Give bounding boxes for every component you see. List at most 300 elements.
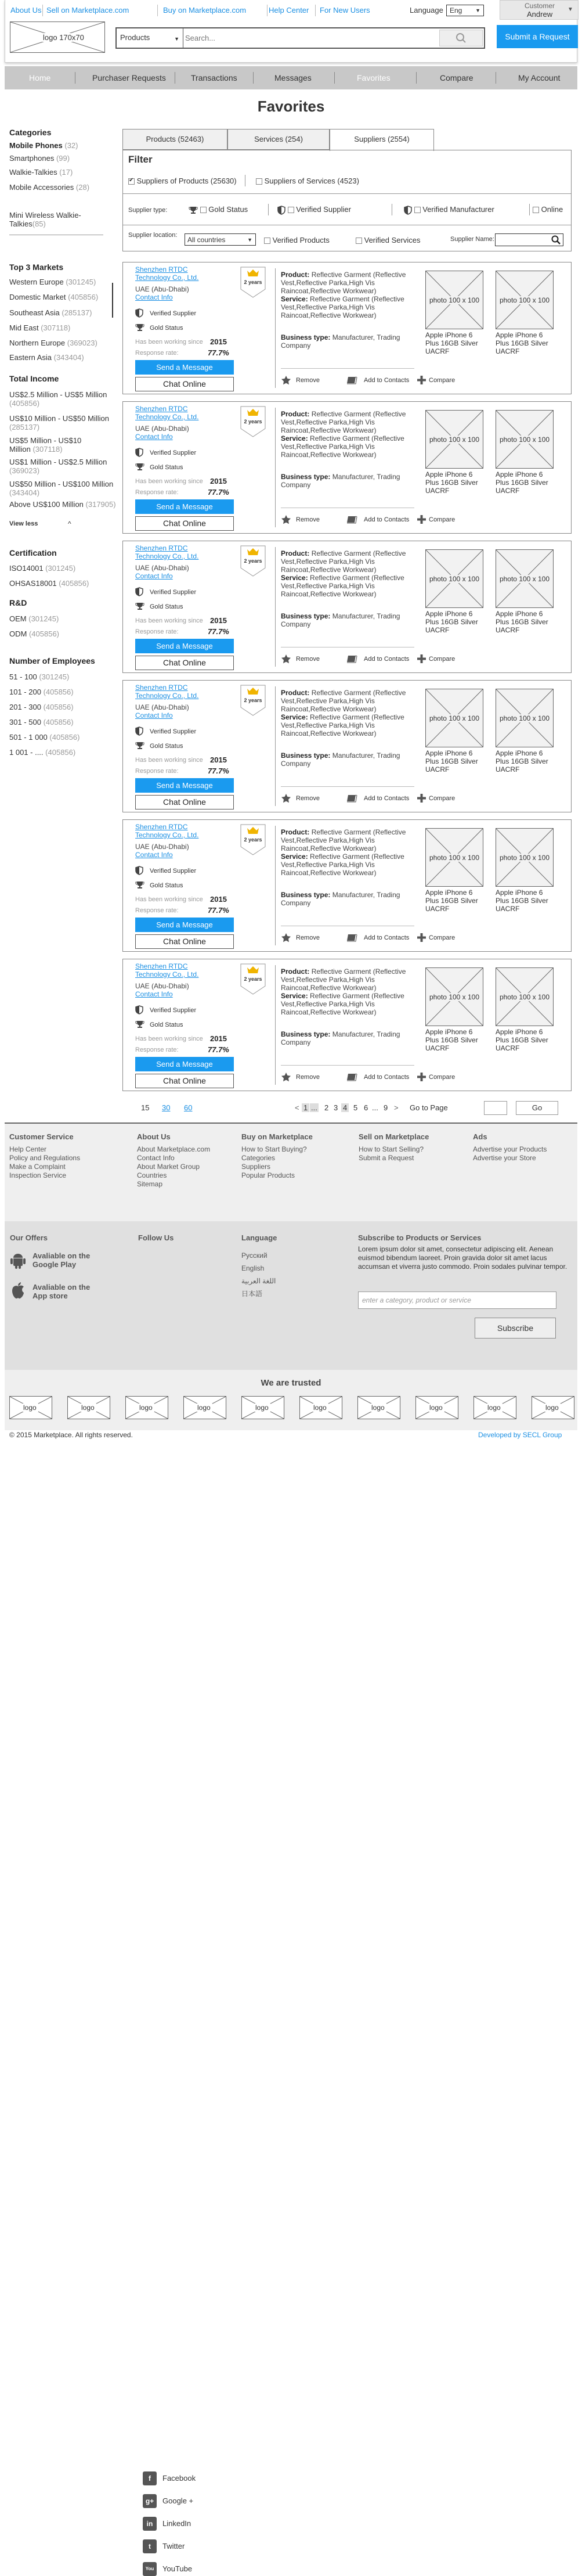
shield-icon	[135, 1005, 143, 1014]
product-photo-label[interactable]: Apple iPhone 6 Plus 16GB Silver UACRF	[496, 331, 548, 355]
social-link[interactable]: YouTube	[162, 2564, 193, 2573]
product-photo-label[interactable]: Apple iPhone 6 Plus 16GB Silver UACRF	[425, 610, 478, 634]
footer-link[interactable]: Countries	[137, 1171, 167, 1179]
nav-transactions[interactable]: Transactions	[191, 73, 237, 82]
prev-page-button[interactable]: <	[295, 1103, 299, 1112]
trusted-logo[interactable]	[473, 1396, 516, 1419]
verified-supplier-label: Verified Supplier	[150, 449, 197, 456]
star-icon[interactable]	[281, 375, 291, 385]
per-page-30[interactable]: 30	[162, 1103, 171, 1112]
business-type: Business type: Manufacturer, Trading Company	[281, 612, 400, 628]
book-icon[interactable]	[346, 794, 358, 803]
contact-info-link[interactable]: Contact Info	[135, 851, 173, 859]
compare-button[interactable]: Compare	[429, 516, 456, 523]
add-to-contacts-button[interactable]: Add to Contacts	[364, 656, 410, 663]
photo-text: photo 100 x 100	[426, 575, 483, 583]
product-photo-label[interactable]: Apple iPhone 6 Plus 16GB Silver UACRF	[496, 888, 548, 913]
google-plus-icon[interactable]: g+	[143, 2494, 157, 2508]
social-link[interactable]: Twitter	[162, 2542, 185, 2550]
send-message-button[interactable]: Send a Message	[135, 778, 234, 793]
category-item[interactable]: Mobile Phones (32)	[9, 141, 78, 150]
employees-item[interactable]: 501 - 1 000 (405856)	[9, 733, 80, 742]
product-photo-label[interactable]: Apple iPhone 6 Plus 16GB Silver UACRF	[425, 470, 478, 495]
product-photo[interactable]	[496, 410, 554, 469]
product-photo[interactable]	[425, 828, 483, 887]
divider	[275, 826, 276, 945]
employees-item[interactable]: 201 - 300 (405856)	[9, 703, 74, 711]
customer-menu[interactable]	[500, 0, 579, 20]
plus-icon[interactable]	[417, 515, 426, 524]
search-icon[interactable]	[551, 235, 561, 244]
subscribe-text: Lorem ipsum dolor sit amet, consectetur adipiscing elit. Aenean euismod bibendum laoreet. Proin gravida dolor sit amet lacus accumsan et viverra justo commodo. Proin sodales pulvinar tempor.	[358, 1245, 567, 1271]
supplier-name-link[interactable]: Shenzhen RTDC Technology Co., Ltd.	[135, 962, 199, 978]
remove-button[interactable]: Remove	[296, 656, 320, 663]
add-to-contacts-button[interactable]: Add to Contacts	[364, 516, 410, 523]
divider	[416, 72, 417, 84]
send-message-button[interactable]: Send a Message	[135, 918, 234, 932]
income-item[interactable]: US$50 Million - US$100 Million (343404)	[9, 480, 114, 497]
footer-link[interactable]: How to Start Selling?	[359, 1145, 424, 1153]
product-photo-label[interactable]: Apple iPhone 6 Plus 16GB Silver UACRF	[496, 749, 548, 773]
location-select[interactable]	[185, 233, 256, 246]
working-since-value: 2015	[210, 337, 227, 346]
remove-button[interactable]: Remove	[296, 1074, 320, 1081]
trusted-logo[interactable]	[532, 1396, 574, 1419]
supplier-description: Product: Reflective Garment (Reflective Vest,Reflective Parka,High Vis Raincoat,Reflective Workwear) Service: Reflective Garment (Reflective Vest,Reflective Parka,High Vis Raincoat,Reflective Workwear)	[281, 271, 406, 319]
search-category-value: Products	[120, 33, 150, 42]
main-nav	[5, 66, 577, 89]
verified-supplier-label: Verified Supplier	[150, 310, 197, 317]
income-item[interactable]: Above US$100 Million (317905)	[9, 500, 116, 509]
plus-icon[interactable]	[417, 794, 426, 803]
response-rate-label: Response rate:	[135, 907, 179, 914]
compare-button[interactable]: Compare	[429, 934, 456, 941]
product-photo[interactable]	[496, 271, 554, 329]
tab-products[interactable]: Products (52463)	[122, 129, 227, 150]
go-button[interactable]: Go	[516, 1101, 558, 1115]
supplier-name-link[interactable]: Shenzhen RTDC Technology Co., Ltd.	[135, 405, 199, 421]
employees-item[interactable]: 301 - 500 (405856)	[9, 718, 74, 726]
star-icon[interactable]	[281, 933, 291, 942]
per-page-15[interactable]: 15	[141, 1103, 150, 1112]
product-photo[interactable]	[496, 689, 554, 747]
trusted-logo[interactable]	[9, 1396, 52, 1419]
shield-icon	[277, 206, 285, 215]
product-photo-label[interactable]: Apple iPhone 6 Plus 16GB Silver UACRF	[425, 331, 478, 355]
footer-link[interactable]: Make a Complaint	[9, 1163, 66, 1171]
add-to-contacts-button[interactable]: Add to Contacts	[364, 377, 410, 384]
trusted-logo[interactable]	[125, 1396, 168, 1419]
photo-text: photo 100 x 100	[426, 714, 483, 722]
offers-title: Our Offers	[10, 1233, 48, 1242]
response-rate-value: 77.7%	[208, 627, 229, 636]
divider	[281, 786, 414, 787]
book-icon[interactable]	[346, 933, 358, 942]
supplier-card	[122, 680, 572, 812]
logo-text: logo	[21, 1404, 38, 1412]
filter-panel	[122, 150, 572, 251]
online-checkbox[interactable]: Online	[533, 205, 563, 214]
send-message-button[interactable]: Send a Message	[135, 360, 234, 375]
footer-link[interactable]: Inspection Service	[9, 1171, 67, 1179]
market-item[interactable]: Eastern Asia (343404)	[9, 353, 84, 362]
years-text: 2 years	[244, 419, 262, 424]
book-icon[interactable]	[346, 515, 358, 524]
logo-text: logo	[312, 1404, 328, 1412]
language-option[interactable]: English	[241, 1264, 265, 1272]
response-rate-label: Response rate:	[135, 768, 179, 775]
star-icon[interactable]	[281, 654, 291, 664]
rd-item[interactable]: ODM (405856)	[9, 629, 60, 638]
years-text: 2 years	[244, 279, 262, 285]
trusted-title: We are trusted	[261, 1378, 321, 1388]
page-button[interactable]: 3	[334, 1103, 338, 1112]
footer-link[interactable]: Policy and Regulations	[9, 1154, 81, 1162]
add-to-contacts-button[interactable]: Add to Contacts	[364, 795, 410, 802]
business-type: Business type: Manufacturer, Trading Company	[281, 751, 400, 768]
checkbox-icon	[256, 178, 262, 185]
subscribe-input[interactable]: enter a category, product or service	[358, 1291, 556, 1309]
market-item[interactable]: Western Europe (301245)	[9, 278, 96, 286]
supplier-name-label: Supplier Name:	[450, 236, 494, 243]
trusted-logo[interactable]	[357, 1396, 400, 1419]
nav-home[interactable]: Home	[29, 73, 51, 82]
language-value: Eng	[450, 6, 462, 15]
filter-title: Filter	[128, 154, 153, 165]
plus-icon[interactable]	[417, 654, 426, 663]
response-rate-value: 77.7%	[208, 1045, 229, 1054]
certification-title: Certification	[9, 548, 57, 557]
verified-supplier-label: Verified Supplier	[150, 868, 197, 875]
contact-info-link[interactable]: Contact Info	[135, 433, 173, 441]
social-link[interactable]: Facebook	[162, 2474, 196, 2483]
sell-link[interactable]: Sell on Marketplace.com	[46, 6, 129, 15]
chat-online-button[interactable]: Chat Online	[135, 934, 234, 949]
logo-text: logo	[254, 1404, 270, 1412]
footer-link[interactable]: Advertise your Products	[473, 1145, 547, 1153]
income-item[interactable]: US$1 Million - US$2.5 Million (369023)	[9, 458, 107, 475]
market-item[interactable]: Domestic Market (405856)	[9, 293, 99, 301]
plus-icon[interactable]	[417, 1073, 426, 1081]
shield-icon	[135, 726, 143, 736]
divider	[334, 72, 335, 84]
photo-text: photo 100 x 100	[426, 854, 483, 862]
chat-online-button[interactable]: Chat Online	[135, 516, 234, 531]
footer-link[interactable]: About Market Group	[137, 1163, 200, 1171]
language-option[interactable]: Русский	[241, 1251, 267, 1260]
current-page[interactable]: 4	[341, 1103, 349, 1112]
gold-status-label: Gold Status	[150, 1021, 183, 1028]
per-page-60[interactable]: 60	[184, 1103, 193, 1112]
footer-link[interactable]: Submit a Request	[359, 1154, 414, 1162]
supplier-location: UAE (Abu-Dhabi)	[135, 564, 189, 572]
next-page-button[interactable]: >	[394, 1103, 399, 1112]
photo-text: photo 100 x 100	[496, 714, 553, 722]
supplier-description: Product: Reflective Garment (Reflective Vest,Reflective Parka,High Vis Raincoat,Reflective Workwear) Service: Reflective Garment (Reflective Vest,Reflective Parka,High Vis Raincoat,Reflective Workwear)	[281, 828, 406, 877]
logo-text: logo	[138, 1404, 154, 1412]
trophy-icon	[135, 602, 144, 611]
book-icon[interactable]	[346, 376, 358, 384]
language-option[interactable]: 日本語	[241, 1290, 263, 1298]
photo-text: photo 100 x 100	[426, 993, 483, 1001]
income-item[interactable]: US$5 Million - US$10 Million (307118)	[9, 436, 82, 454]
supplier-description: Product: Reflective Garment (Reflective Vest,Reflective Parka,High Vis Raincoat,Reflective Workwear) Service: Reflective Garment (Reflective Vest,Reflective Parka,High Vis Raincoat,Reflective Workwear)	[281, 549, 406, 598]
subscribe-button[interactable]: Subscribe	[475, 1318, 556, 1339]
footer-link[interactable]: Contact Info	[137, 1154, 175, 1162]
about-us-link[interactable]: About Us	[10, 6, 42, 15]
response-rate-label: Response rate:	[135, 489, 179, 496]
cert-item[interactable]: OHSAS18001 (405856)	[9, 579, 89, 588]
product-photo[interactable]	[425, 967, 483, 1026]
years-badge	[240, 545, 266, 577]
verified-supplier-checkbox[interactable]: Verified Supplier	[277, 205, 351, 215]
language-select[interactable]	[446, 5, 484, 16]
gold-status-label: Gold Status	[150, 603, 183, 610]
contact-info-link[interactable]: Contact Info	[135, 572, 173, 580]
market-item[interactable]: Mid East (307118)	[9, 323, 71, 332]
page-button[interactable]: 5	[353, 1103, 358, 1112]
remove-button[interactable]: Remove	[296, 934, 320, 941]
footer-link[interactable]: Suppliers	[241, 1163, 271, 1171]
footer-link[interactable]: Categories	[241, 1154, 276, 1162]
income-item[interactable]: US$2.5 Million - US$5 Million (405856)	[9, 390, 107, 408]
compare-button[interactable]: Compare	[429, 377, 456, 384]
supplier-name-link[interactable]: Shenzhen RTDC Technology Co., Ltd.	[135, 544, 199, 560]
help-center-link[interactable]: Help Center	[269, 6, 309, 15]
tab-services[interactable]: Services (254)	[227, 129, 330, 150]
product-photo[interactable]	[496, 828, 554, 887]
response-rate-label: Response rate:	[135, 628, 179, 635]
trusted-logo[interactable]	[299, 1396, 342, 1419]
remove-button[interactable]: Remove	[296, 795, 320, 802]
employees-item[interactable]: 1 001 - .... (405856)	[9, 748, 76, 757]
google-play-link[interactable]: Avaliable on the Google Play	[32, 1251, 91, 1269]
new-users-link[interactable]: For New Users	[320, 6, 370, 15]
supplier-card	[122, 262, 572, 394]
cert-item[interactable]: ISO14001 (301245)	[9, 564, 76, 573]
product-photo[interactable]	[425, 689, 483, 747]
chat-online-button[interactable]: Chat Online	[135, 656, 234, 670]
add-to-contacts-button[interactable]: Add to Contacts	[364, 1074, 410, 1081]
page-button[interactable]: 1	[302, 1103, 309, 1112]
years-badge	[240, 685, 266, 716]
product-photo-label[interactable]: Apple iPhone 6 Plus 16GB Silver UACRF	[496, 1028, 548, 1052]
tab-suppliers[interactable]: Suppliers (2554)	[330, 129, 434, 151]
star-icon[interactable]	[281, 515, 291, 524]
verified-manufacturer-checkbox[interactable]: Verified Manufacturer	[404, 205, 494, 215]
working-since-label: Has been working since	[135, 757, 203, 764]
send-message-button[interactable]: Send a Message	[135, 1057, 234, 1071]
supplier-name-link[interactable]: Shenzhen RTDC Technology Co., Ltd.	[135, 265, 199, 282]
product-photo-label[interactable]: Apple iPhone 6 Plus 16GB Silver UACRF	[425, 749, 478, 773]
footer-link[interactable]: How to Start Buying?	[241, 1145, 307, 1153]
apple-icon[interactable]	[10, 1282, 26, 1300]
chat-online-button[interactable]: Chat Online	[135, 1074, 234, 1088]
goto-page-input[interactable]	[484, 1101, 507, 1115]
trophy-icon	[135, 1020, 144, 1029]
language-title: Language	[241, 1233, 277, 1242]
photo-text: photo 100 x 100	[496, 854, 553, 862]
customer-label: Customer	[525, 2, 555, 10]
star-icon[interactable]	[281, 793, 291, 803]
chat-online-button[interactable]: Chat Online	[135, 795, 234, 810]
page-button[interactable]: 2	[324, 1103, 329, 1112]
category-item[interactable]: Mobile Accessories (28)	[9, 183, 90, 192]
product-photo[interactable]	[425, 549, 483, 608]
trophy-icon	[135, 462, 144, 472]
shield-icon	[135, 866, 143, 875]
compare-button[interactable]: Compare	[429, 795, 456, 802]
divider	[157, 5, 158, 16]
search-button[interactable]	[439, 30, 483, 46]
buy-link[interactable]: Buy on Marketplace.com	[163, 6, 247, 15]
social-link[interactable]: Google +	[162, 2496, 194, 2505]
contact-info-link[interactable]: Contact Info	[135, 711, 173, 719]
nav-favorites[interactable]: Favorites	[357, 73, 391, 82]
footer-link[interactable]: About Marketplace.com	[137, 1145, 211, 1153]
social-link[interactable]: LinkedIn	[162, 2519, 191, 2528]
suppliers-of-products-checkbox[interactable]: ✔ Suppliers of Products (25630)	[128, 177, 237, 185]
plus-icon[interactable]	[417, 376, 426, 384]
product-photo[interactable]	[496, 549, 554, 608]
youtube-icon[interactable]: You	[143, 2562, 157, 2576]
employees-item[interactable]: 101 - 200 (405856)	[9, 688, 74, 696]
footer-link[interactable]: Sitemap	[137, 1180, 163, 1188]
plus-icon[interactable]	[417, 933, 426, 942]
developed-by-link[interactable]: Developed by SECL Group	[478, 1431, 562, 1439]
trusted-logo[interactable]	[415, 1396, 458, 1419]
divider	[42, 5, 43, 16]
submit-request-button[interactable]: Submit a Request	[497, 25, 578, 48]
income-title: Total Income	[9, 374, 59, 383]
compare-button[interactable]: Compare	[429, 1074, 456, 1081]
star-icon[interactable]	[281, 1072, 291, 1082]
divider	[275, 547, 276, 667]
logo-text: logo	[486, 1404, 503, 1412]
supplier-name-input[interactable]	[495, 233, 563, 246]
photo-text: photo 100 x 100	[496, 575, 553, 583]
site-header	[5, 0, 577, 63]
contact-info-link[interactable]: Contact Info	[135, 990, 173, 998]
shield-icon	[135, 308, 143, 318]
product-photo-label[interactable]: Apple iPhone 6 Plus 16GB Silver UACRF	[496, 470, 548, 495]
remove-button[interactable]: Remove	[296, 516, 320, 523]
footer-link[interactable]: Advertise your Store	[473, 1154, 536, 1162]
supplier-type-label: Supplier type:	[128, 207, 168, 214]
years-badge	[240, 824, 266, 855]
app-store-link[interactable]: Avaliable on the App store	[32, 1283, 91, 1300]
book-icon[interactable]	[346, 654, 358, 663]
page-button[interactable]: 9	[384, 1103, 388, 1112]
product-photo[interactable]	[425, 410, 483, 469]
customer-name: Andrew	[527, 10, 553, 19]
category-item[interactable]: Mini Wireless Walkie-Talkies(85)	[9, 211, 81, 228]
android-icon[interactable]	[10, 1252, 26, 1269]
trusted-logo[interactable]	[67, 1396, 110, 1419]
nav-compare[interactable]: Compare	[440, 73, 473, 82]
gold-status-label: Gold Status	[150, 464, 183, 471]
market-item[interactable]: Southeast Asia (285137)	[9, 308, 92, 317]
product-photo-label[interactable]: Apple iPhone 6 Plus 16GB Silver UACRF	[496, 610, 548, 634]
compare-button[interactable]: Compare	[429, 656, 456, 663]
category-item[interactable]: Smartphones (99)	[9, 154, 70, 163]
add-to-contacts-button[interactable]: Add to Contacts	[364, 934, 410, 941]
response-rate-value: 77.7%	[208, 767, 229, 775]
chevron-down-icon: ▼	[247, 237, 252, 243]
facebook-icon[interactable]: f	[143, 2471, 157, 2485]
market-item[interactable]: Northern Europe (369023)	[9, 339, 97, 347]
search-bar	[115, 27, 485, 49]
supplier-name-link[interactable]: Shenzhen RTDC Technology Co., Ltd.	[135, 683, 199, 700]
send-message-button[interactable]: Send a Message	[135, 499, 234, 514]
chevron-up-icon[interactable]: ^	[68, 520, 71, 528]
category-item[interactable]: Walkie-Talkies (17)	[9, 168, 73, 177]
trusted-logo[interactable]	[183, 1396, 226, 1419]
remove-button[interactable]: Remove	[296, 377, 320, 384]
product-photo[interactable]	[425, 271, 483, 329]
chevron-down-icon: ▼	[475, 8, 480, 13]
markets-title: Top 3 Markets	[9, 262, 64, 272]
employees-item[interactable]: 51 - 100 (301245)	[9, 672, 70, 681]
suppliers-of-services-checkbox[interactable]: Suppliers of Services (4523)	[256, 177, 359, 185]
twitter-icon[interactable]: t	[143, 2539, 157, 2553]
gold-status-checkbox[interactable]: Gold Status	[189, 205, 248, 215]
gold-status-label: Gold Status	[150, 882, 183, 889]
trophy-icon	[135, 880, 144, 890]
linkedin-icon[interactable]: in	[143, 2517, 157, 2531]
site-logo[interactable]	[10, 21, 105, 53]
view-less-link[interactable]: View less	[9, 520, 38, 527]
shield-icon	[404, 206, 412, 215]
search-category-select[interactable]	[117, 28, 183, 48]
supplier-name-link[interactable]: Shenzhen RTDC Technology Co., Ltd.	[135, 823, 199, 839]
footer-column-title: Ads	[473, 1132, 487, 1141]
verified-services-checkbox[interactable]: Verified Services	[356, 236, 420, 244]
checkbox-icon	[356, 238, 362, 244]
language-option[interactable]: اللغة العربية	[241, 1277, 276, 1285]
footer-link[interactable]: Popular Products	[241, 1171, 295, 1179]
product-photo-label[interactable]: Apple iPhone 6 Plus 16GB Silver UACRF	[425, 1028, 478, 1052]
book-icon[interactable]	[346, 1073, 358, 1081]
income-item[interactable]: US$10 Million - US$50 Million (285137)	[9, 414, 109, 431]
product-photo-label[interactable]: Apple iPhone 6 Plus 16GB Silver UACRF	[425, 888, 478, 913]
photo-text: photo 100 x 100	[426, 296, 483, 304]
send-message-button[interactable]: Send a Message	[135, 639, 234, 653]
contact-info-link[interactable]: Contact Info	[135, 293, 173, 301]
footer-link[interactable]: Help Center	[9, 1145, 47, 1153]
logo-text: logo	[370, 1404, 386, 1412]
product-photo[interactable]	[496, 967, 554, 1026]
working-since-value: 2015	[210, 1034, 227, 1043]
response-rate-value: 77.7%	[208, 348, 229, 357]
verified-supplier-label: Verified Supplier	[150, 589, 197, 596]
verified-products-checkbox[interactable]: Verified Products	[264, 236, 330, 244]
chat-online-button[interactable]: Chat Online	[135, 377, 234, 391]
nav-purchaser-requests[interactable]: Purchaser Requests	[92, 73, 166, 82]
response-rate-label: Response rate:	[135, 1046, 179, 1053]
nav-my-account[interactable]: My Account	[518, 73, 561, 82]
caret-down-icon: ▼	[174, 36, 179, 42]
supplier-description: Product: Reflective Garment (Reflective Vest,Reflective Parka,High Vis Raincoat,Reflective Workwear) Service: Reflective Garment (Reflective Vest,Reflective Parka,High Vis Raincoat,Reflective Workwear)	[281, 689, 406, 737]
search-input[interactable]	[185, 30, 429, 46]
scrollbar[interactable]	[112, 283, 113, 318]
response-rate-value: 77.7%	[208, 488, 229, 497]
page-button[interactable]: 6	[364, 1103, 368, 1112]
trusted-logo[interactable]	[241, 1396, 284, 1419]
nav-messages[interactable]: Messages	[274, 73, 312, 82]
rd-item[interactable]: OEM (301245)	[9, 614, 59, 623]
shield-icon	[135, 448, 143, 457]
